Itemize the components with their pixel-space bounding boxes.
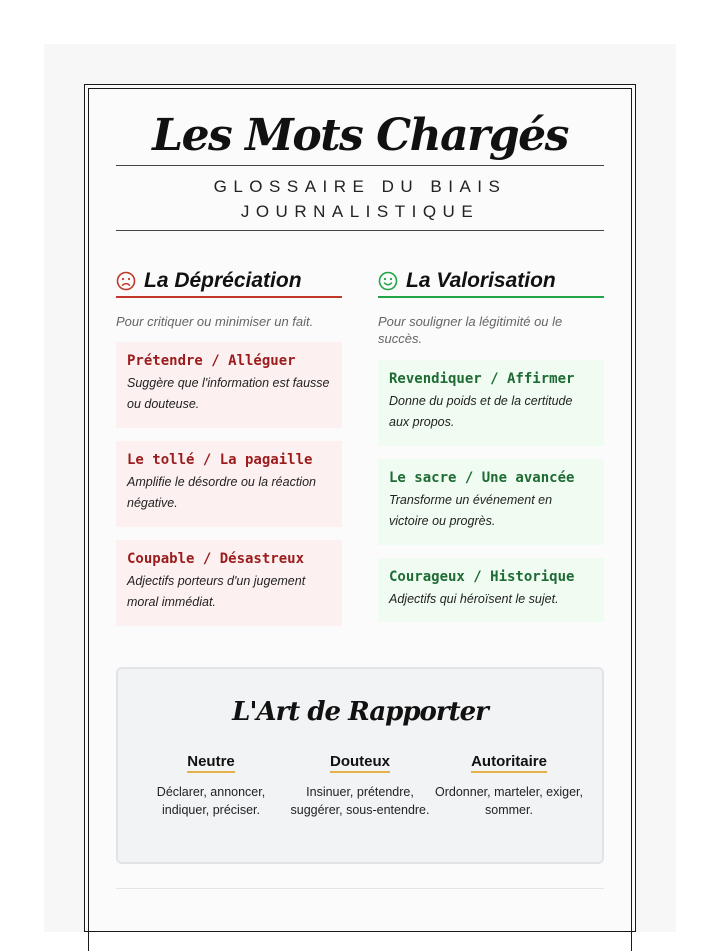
term-title: Prétendre / Alléguer bbox=[127, 353, 296, 369]
term-card bbox=[378, 360, 604, 446]
page-subtitle bbox=[116, 174, 604, 224]
subtitle-line-2: JOURNALISTIQUE bbox=[240, 202, 480, 221]
depreciation-underline bbox=[116, 296, 342, 298]
term-title: Le tollé / La pagaille bbox=[127, 452, 313, 468]
verbs-column-neutral bbox=[136, 753, 286, 819]
reporting-verbs-title: L'Art de Rapporter bbox=[232, 697, 488, 727]
verbs-column-body: Déclarer, annoncer, indiquer, préciser. bbox=[156, 785, 266, 817]
verbs-column-title: Autoritaire bbox=[471, 753, 547, 773]
depreciation-description: Pour critiquer ou minimiser un fait. bbox=[116, 314, 314, 329]
term-title: Revendiquer / Affirmer bbox=[389, 371, 575, 387]
depreciation-header bbox=[116, 266, 342, 296]
valorisation-heading: La Valorisation bbox=[406, 269, 556, 292]
page-title: Les Mots Chargés bbox=[152, 110, 568, 161]
footer-divider bbox=[116, 888, 604, 889]
verbs-column-body: Ordonner, marteler, exiger, sommer. bbox=[435, 785, 583, 817]
title-rule-bottom bbox=[116, 230, 604, 231]
valorisation-description: Pour souligner la légitimité ou le succès. bbox=[378, 314, 563, 346]
verbs-column-title: Douteux bbox=[330, 753, 390, 773]
term-description: Amplifie le désordre ou la réaction négative. bbox=[127, 475, 316, 510]
valorisation-header bbox=[378, 266, 604, 296]
term-card bbox=[378, 558, 604, 622]
term-description: Donne du poids et de la certitude aux propos. bbox=[389, 394, 573, 429]
term-description: Transforme un événement en victoire ou progrès. bbox=[389, 493, 553, 528]
term-description: Suggère que l'information est fausse ou douteuse. bbox=[127, 376, 330, 411]
term-card bbox=[116, 441, 342, 527]
verbs-column-doubtful bbox=[285, 753, 435, 819]
term-title: Courageux / Historique bbox=[389, 569, 575, 585]
valorisation-underline bbox=[378, 296, 604, 298]
subtitle-line-1: GLOSSAIRE DU BIAIS bbox=[213, 177, 507, 196]
term-card bbox=[378, 459, 604, 545]
term-title: Coupable / Désastreux bbox=[127, 551, 305, 567]
verbs-column-body: Insinuer, prétendre, suggérer, sous-entendre. bbox=[290, 785, 430, 817]
term-title: Le sacre / Une avancée bbox=[389, 470, 575, 486]
smile-face-icon bbox=[378, 271, 398, 291]
depreciation-column bbox=[116, 266, 342, 609]
valorisation-column bbox=[378, 266, 604, 606]
term-card bbox=[116, 342, 342, 428]
frown-face-icon bbox=[116, 271, 136, 291]
verbs-column-authoritative bbox=[434, 753, 584, 819]
reporting-verbs-box bbox=[116, 667, 604, 864]
term-description: Adjectifs qui héroïsent le sujet. bbox=[389, 592, 559, 606]
verbs-column-title: Neutre bbox=[187, 753, 235, 773]
depreciation-heading: La Dépréciation bbox=[144, 269, 302, 292]
title-rule-top bbox=[116, 165, 604, 166]
term-card bbox=[116, 540, 342, 626]
term-description: Adjectifs porteurs d'un jugement moral immédiat. bbox=[127, 574, 306, 609]
